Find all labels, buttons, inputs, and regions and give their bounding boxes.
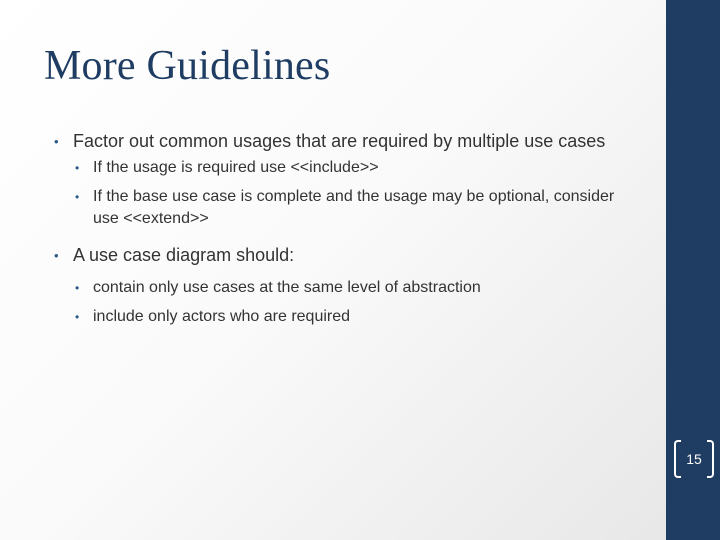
sub-bullet-text: If the base use case is complete and the usage may be optional, consider use <<extend>>	[93, 188, 615, 227]
bullet-icon: •	[75, 310, 80, 324]
bullet-item	[54, 244, 644, 267]
bullet-icon: •	[75, 161, 80, 175]
bullet-text: Factor out common usages that are required by multiple use cases	[73, 131, 606, 151]
slide-title: More Guidelines	[44, 43, 331, 89]
slide-number	[674, 440, 714, 478]
sub-bullet-text: contain only use cases at the same level of abstraction	[93, 279, 481, 296]
sub-bullet-item	[54, 277, 644, 299]
left-bracket-icon	[674, 440, 681, 478]
right-bracket-icon	[707, 440, 714, 478]
bullet-icon: •	[75, 190, 80, 204]
slide-number-text: 15	[686, 451, 702, 467]
sub-bullet-item	[54, 186, 644, 230]
sub-bullet-text: include only actors who are required	[93, 308, 351, 325]
bullet-icon: •	[75, 281, 80, 295]
sub-bullet-item	[54, 157, 644, 179]
sub-bullet-item	[54, 306, 644, 328]
bullet-text: A use case diagram should:	[73, 245, 295, 265]
sub-bullet-text: If the usage is required use <<include>>	[93, 159, 379, 176]
bullet-icon: •	[54, 248, 59, 263]
bullet-list	[54, 130, 644, 328]
bullet-item	[54, 130, 644, 153]
bullet-icon: •	[54, 134, 59, 149]
